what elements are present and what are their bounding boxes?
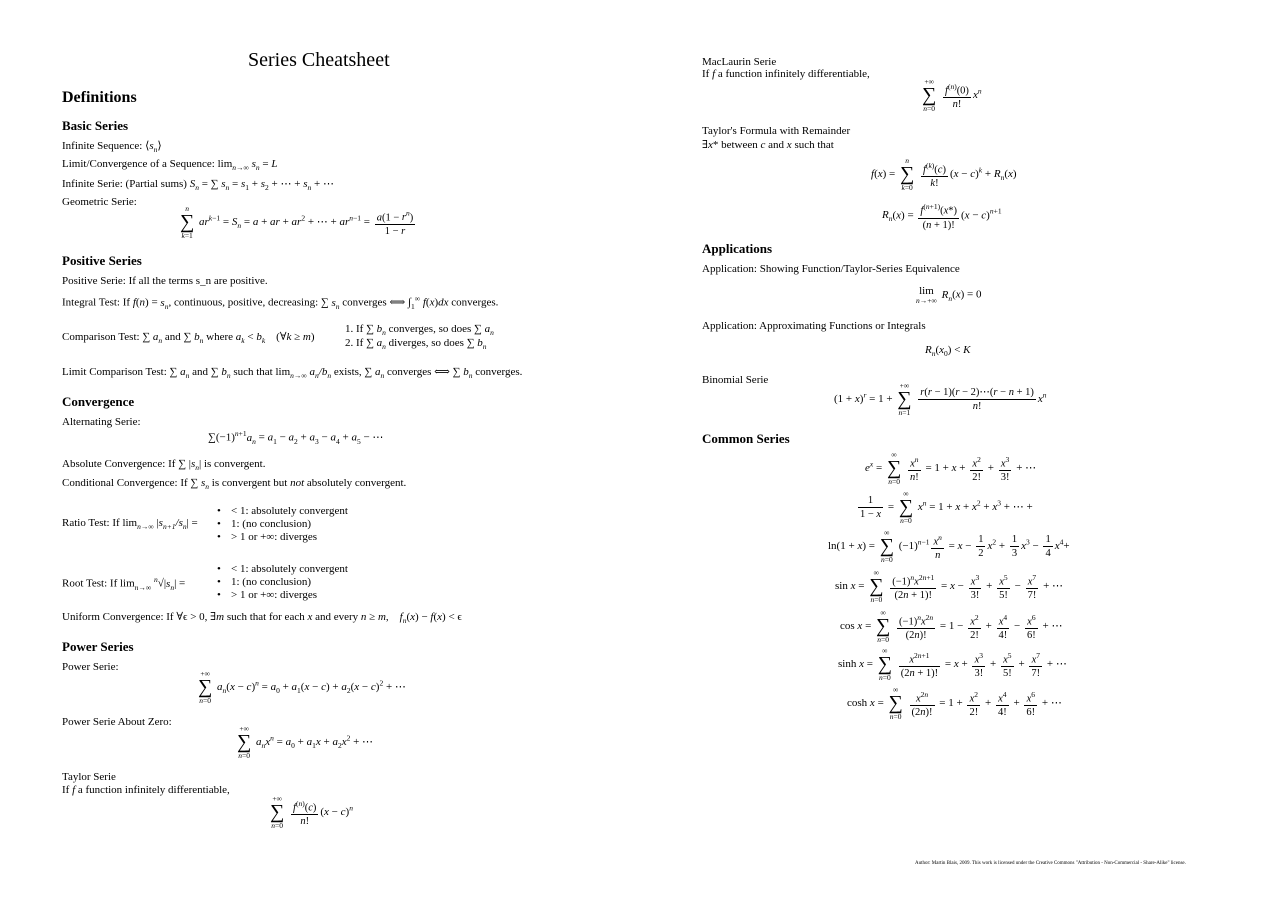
- ratio-case-abs: • < 1: absolutely convergent: [217, 505, 348, 517]
- cos-series: cos x = ∞ ∑ n=0 $\frac{(-1)^nx^{2n}}{(2n)!}$ = 1 − $\frac{x^2}{2!}$ + $\frac{x^4}{4!}$ − $\frac{x^6}{6!}$ + ⋯: [840, 608, 1063, 644]
- comparison-case-1-if: 1. If: [345, 323, 364, 335]
- ratio-case-abs-text: : absolutely convergent: [245, 505, 348, 517]
- conditional-convergence-label: Conditional Convergence: If: [62, 477, 188, 489]
- taylor-if: If: [62, 784, 70, 796]
- limit-comparison-exists: exists,: [333, 366, 362, 378]
- taylor-serie-label: Taylor Serie: [62, 771, 116, 783]
- limit-comparison-line: Limit Comparison Test: ∑ $a_n$ and ∑ $b_n$ such that $\lim_{n\to\infty} a_n/b_n$ exists, ∑ $a_n$ converges ⟺ ∑ $b_n$ converges.: [62, 366, 523, 381]
- maclaurin-label: MacLaurin Serie: [702, 56, 777, 68]
- comparison-case-2: 2. If ∑ $a_n$ diverges, so does ∑ $b_n$: [345, 337, 487, 352]
- positive-series-heading: Positive Series: [62, 253, 142, 268]
- root-case-div-b: : diverges: [274, 589, 318, 601]
- infinite-serie-line: Infinite Serie: (Partial sums) $S_n$ = ∑ $s_n = s_1 + s_2$ + ⋯ + $s_n$ + ⋯: [62, 178, 334, 193]
- power-serie-zero-label: Power Serie About Zero:: [62, 716, 172, 728]
- root-case-abs-text: : absolutely convergent: [245, 563, 348, 575]
- comparison-case-1: 1. If ∑ $b_n$ converges, so does ∑ $a_n$: [345, 323, 494, 338]
- limit-comparison-and: and: [192, 366, 208, 378]
- uniform-convergence-every: and every: [315, 611, 359, 623]
- applications-heading: Applications: [702, 241, 773, 256]
- power-serie-label: Power Serie:: [62, 661, 119, 673]
- infinite-sequence-label: Infinite Sequence:: [62, 140, 143, 152]
- taylor-remainder-label: Taylor's Formula with Remainder: [702, 125, 851, 137]
- root-case-no-text: 1: (no conclusion): [231, 576, 312, 588]
- comparison-where: where: [206, 331, 234, 343]
- uniform-convergence-label: Uniform Convergence: If: [62, 611, 174, 623]
- positive-serie-text: Positive Serie: If all the terms s_n are positive.: [62, 275, 268, 287]
- app-showing-label: Application: Showing Function/Taylor-Series Equivalence: [702, 263, 960, 275]
- comparison-case-2-if: 2. If: [345, 337, 364, 349]
- limit-convergence-line: Limit/Convergence of a Sequence: $\lim_{n\to\infty} s_n = L$: [62, 158, 278, 173]
- basic-series-heading: Basic Series: [62, 118, 129, 133]
- comparison-case-1-text: converges, so does: [388, 323, 472, 335]
- taylor-remainder-condition: ∃x* between c and x such that: [702, 139, 834, 151]
- comparison-test-line: Comparison Test: ∑ $a_n$ and ∑ $b_n$ where $a_k < b_k$ (∀k ≥ m): [62, 331, 315, 346]
- limit-comparison-label: Limit Comparison Test:: [62, 366, 167, 378]
- power-serie-formula: +∞ ∑ n=0 $a_n(x - c)^n = a_0 + a_1(x - c) + a_2(x - c)^2$ + ⋯: [198, 669, 406, 705]
- taylor-between-such-that: such that: [794, 139, 834, 151]
- integral-test-converges: converges: [342, 296, 387, 309]
- integral-test-converges-end: converges.: [451, 296, 499, 309]
- absolute-convergence-line: Absolute Convergence: If ∑ $|s_n|$ is convergent.: [62, 458, 266, 473]
- definitions-heading: Definitions: [62, 89, 137, 106]
- remainder-formula: $R_n(x)$ = $\frac{f^{(n+1)}(x*)}{(n + 1)!}$ $(x - c)^{n+1}$: [882, 202, 1002, 231]
- limit-convergence-label: Limit/Convergence of a Sequence:: [62, 158, 215, 170]
- power-series-heading: Power Series: [62, 639, 134, 654]
- ln-series: ln(1 + x) = ∞ ∑ n=0 $(-1)^{n-1}$ $\frac{x^n}{n}$ = x − $\frac{1}{2}$ $x^2$ + $\frac{1}{3}$ $x^3$ − $\frac{1}{4}$ $x^4+$: [828, 528, 1070, 564]
- conditional-convergence-end: absolutely convergent.: [306, 477, 407, 489]
- app-showing-formula: lim n→+∞ $R_n(x) = 0$: [916, 285, 982, 305]
- ratio-case-div-b: : diverges: [274, 531, 318, 543]
- ratio-case-no: • 1: (no conclusion): [217, 518, 312, 530]
- root-case-no: • 1: (no conclusion): [217, 576, 312, 588]
- integral-test-line: Integral Test: If $f(n) = s_n$, continuous, positive, decreasing: ∑ $s_n$ converges ⟺ $\int_1^\infty$ f(x)dx converges.: [62, 294, 499, 311]
- conditional-convergence-text: is convergent but: [211, 477, 288, 489]
- convergence-heading: Convergence: [62, 394, 135, 409]
- integral-test-label: Integral Test: If: [62, 296, 131, 309]
- uniform-convergence-line: Uniform Convergence: If ∀ϵ > 0, ∃m such that for each x and every n ≥ m, $f_n(x) - f(x) < \epsilon$: [62, 611, 462, 626]
- taylor-between-and: and: [768, 139, 785, 151]
- limit-comparison-converges: converges: [387, 366, 432, 378]
- comparison-case-2-text: diverges, so does: [388, 337, 464, 349]
- taylor-serie-formula: +∞ ∑ n=0 $\frac{f^{(n)}(c)}{n!}$ $(x - c)^n$: [270, 794, 353, 830]
- app-approx-formula: $R_n(x_0) < K$: [925, 344, 971, 359]
- infinite-sequence-line: Infinite Sequence: $⟨s_n⟩$: [62, 140, 162, 155]
- root-test-line: Root Test: If $\lim_{n\to\infty} ^n√|s_n|$ =: [62, 575, 186, 592]
- alternating-serie-label: Alternating Serie:: [62, 416, 141, 428]
- exp-series: $e^x$ = ∞ ∑ n=0 $\frac{x^n}{n!}$ = 1 + x + $\frac{x^2}{2!}$ + $\frac{x^3}{3!}$ + ⋯: [865, 450, 1037, 486]
- geometric-serie-label: Geometric Serie:: [62, 196, 137, 208]
- maclaurin-if: If: [702, 68, 710, 80]
- root-case-div-a: 1 or: [239, 589, 258, 601]
- absolute-convergence-text: is convergent.: [203, 458, 266, 470]
- absolute-convergence-label: Absolute Convergence: If: [62, 458, 176, 470]
- power-serie-zero-formula: +∞ ∑ n=0 $a_nx^n = a_0 + a_1x + a_2x^2$ + ⋯: [237, 724, 374, 760]
- binomial-label: Binomial Serie: [702, 374, 769, 386]
- app-approx-label: Application: Approximating Functions or Integrals: [702, 320, 926, 332]
- conditional-convergence-line: Conditional Convergence: If ∑ $s_n$ is convergent but not absolutely convergent.: [62, 477, 407, 492]
- page-title: Series Cheatsheet: [248, 49, 390, 71]
- comparison-test-label: Comparison Test:: [62, 331, 140, 343]
- comparison-and: and: [164, 331, 181, 343]
- taylor-remainder-formula: f(x) = n ∑ k=0 $\frac{f^{(k)}(c)}{k!}$ $(x - c)^k + R_n(x)$: [871, 156, 1017, 192]
- ratio-test-line: Ratio Test: If $\lim_{n\to\infty} |s_{n+1}/s_n|$ =: [62, 517, 198, 532]
- cosh-series: cosh x = ∞ ∑ n=0 $\frac{x^{2n}}{(2n)!}$ = 1 + $\frac{x^2}{2!}$ + $\frac{x^4}{4!}$ + $\frac{x^6}{6!}$ + ⋯: [847, 685, 1062, 721]
- maclaurin-condition: If f a function infinitely differentiable,: [702, 68, 870, 80]
- footer-license: Author: Martin Blais, 2009. This work is licensed under the Creative Commons "Attribution - Non-Commercial - Share-Alike" license.: [915, 861, 1186, 866]
- sinh-series: sinh x = ∞ ∑ n=0 $\frac{x^{2n+1}}{(2n + 1)!}$ = x + $\frac{x^3}{3!}$ + $\frac{x^5}{5!}$ + $\frac{x^7}{7!}$ + ⋯: [838, 646, 1067, 682]
- ratio-test-label: Ratio Test: If: [62, 517, 120, 529]
- root-test-label: Root Test: If: [62, 577, 118, 590]
- sin-series: sin x = ∞ ∑ n=0 $\frac{(-1)^nx^{2n+1}}{(2n + 1)!}$ = x − $\frac{x^3}{3!}$ + $\frac{x^5}{5!}$ − $\frac{x^7}{7!}$ + ⋯: [835, 568, 1064, 604]
- geometric-common-series: $\frac{1}{1 - x}$ = ∞ ∑ n=0 $x^n = 1 + x + x^2 + x^3$ + ⋯ +: [860, 489, 1033, 525]
- geometric-serie-formula: n ∑ k=1 $ar^{k-1} = S_n = a$ + ar + $ar^2$ + ⋯ + $ar^{n-1}$ = $\frac{a(1 - r^n)}{1 - r}$: [180, 204, 414, 240]
- ratio-case-div-a: 1 or: [239, 531, 258, 543]
- binomial-formula: $(1 + x)^r = 1$ + +∞ ∑ n=1 $\frac{r(r - 1)(r - 2)\cdots(r - n + 1)}{n!}$ $x^n$: [834, 381, 1047, 417]
- ratio-case-div: • > 1 or +∞: diverges: [217, 531, 318, 543]
- taylor-if-text: a function infinitely differentiable,: [77, 784, 230, 796]
- common-series-heading: Common Series: [702, 431, 790, 446]
- conditional-convergence-not: not: [290, 477, 305, 489]
- maclaurin-formula: +∞ ∑ n=0 $\frac{f^{(n)}(0)}{n!}$ $x^n$: [922, 77, 982, 113]
- uniform-convergence-such-that: such that for each: [226, 611, 305, 623]
- root-case-abs: • < 1: absolutely convergent: [217, 563, 348, 575]
- limit-comparison-converges-end: converges.: [475, 366, 523, 378]
- ratio-case-no-text: 1: (no conclusion): [231, 518, 312, 530]
- limit-comparison-such-that: such that: [233, 366, 273, 378]
- taylor-between: between: [721, 139, 758, 151]
- taylor-serie-condition: If f a function infinitely differentiable,: [62, 784, 230, 796]
- infinite-serie-label: Infinite Serie: (Partial sums): [62, 178, 187, 190]
- root-case-div: • > 1 or +∞: diverges: [217, 589, 318, 601]
- alternating-serie-formula: $\sum(-1)^{n+1}a_n = a_1 - a_2 + a_3 - a_4 + a_5$ − ⋯: [208, 429, 384, 446]
- maclaurin-if-text: a function infinitely differentiable,: [717, 68, 870, 80]
- integral-test-conditions: , continuous, positive, decreasing:: [168, 296, 319, 309]
